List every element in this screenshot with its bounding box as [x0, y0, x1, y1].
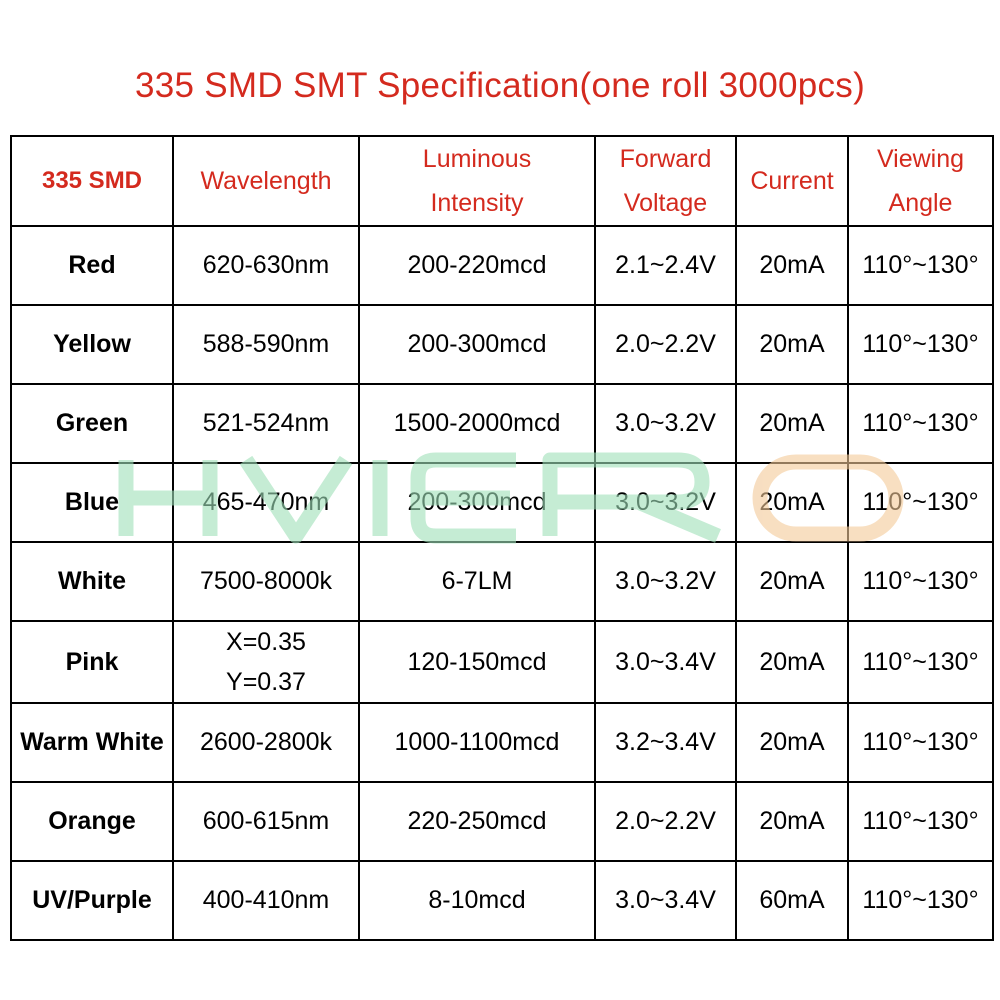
cell-luminous-intensity — [359, 703, 595, 782]
current-value: 20mA — [759, 647, 825, 676]
cell-current — [736, 463, 848, 542]
cell-wavelength — [173, 226, 359, 305]
current-value: 20mA — [759, 330, 825, 358]
angle-value: 110°~130° — [862, 886, 979, 914]
header-text: Wavelength — [200, 167, 332, 195]
voltage-value: 2.0~2.2V — [615, 330, 716, 358]
voltage-value: 3.0~3.2V — [615, 567, 716, 595]
color-name: Orange — [48, 807, 136, 835]
intensity-value: 1500-2000mcd — [393, 409, 561, 437]
header-cell-wavelength — [173, 136, 359, 226]
cell-viewing-angle — [848, 782, 993, 861]
table-row — [11, 305, 993, 384]
cell-forward-voltage — [595, 621, 736, 703]
cell-wavelength — [173, 463, 359, 542]
wavelength-value: 400-410nm — [202, 886, 330, 914]
voltage-value: 3.0~3.4V — [615, 886, 716, 914]
current-value: 20mA — [759, 488, 825, 516]
cell-current — [736, 782, 848, 861]
angle-value: 110°~130° — [862, 409, 979, 437]
wavelength-value: 7500-8000k — [199, 567, 333, 595]
color-name: Warm White — [20, 728, 164, 756]
header-text: Angle — [888, 189, 953, 217]
cell-color-name — [11, 463, 173, 542]
table-row — [11, 782, 993, 861]
angle-value: 110°~130° — [862, 330, 979, 358]
cell-forward-voltage — [595, 226, 736, 305]
cell-color-name — [11, 703, 173, 782]
intensity-value: 200-300mcd — [407, 330, 547, 358]
cell-color-name — [11, 384, 173, 463]
color-name: Red — [68, 251, 116, 279]
color-name: Blue — [64, 488, 120, 516]
header-text: Voltage — [623, 189, 708, 217]
table-row — [11, 542, 993, 621]
cell-wavelength — [173, 861, 359, 940]
header-cell-current — [736, 136, 848, 226]
cell-color-name — [11, 861, 173, 940]
wavelength-value: 2600-2800k — [199, 728, 333, 756]
voltage-value: 3.0~3.4V — [615, 647, 716, 676]
table-row — [11, 703, 993, 782]
page-title: 335 SMD SMT Specification(one roll 3000pcs) — [134, 66, 866, 105]
cell-forward-voltage — [595, 703, 736, 782]
cell-luminous-intensity — [359, 305, 595, 384]
wavelength-value: 465-470nm — [202, 488, 330, 516]
intensity-value: 120-150mcd — [407, 647, 547, 676]
cell-current — [736, 621, 848, 703]
cell-viewing-angle — [848, 384, 993, 463]
angle-value: 110°~130° — [862, 488, 979, 516]
cell-viewing-angle — [848, 305, 993, 384]
header-cell-model — [11, 136, 173, 226]
intensity-value: 1000-1100mcd — [394, 728, 560, 756]
cell-luminous-intensity — [359, 861, 595, 940]
header-text: Viewing — [876, 145, 965, 173]
header-cell-forward-voltage — [595, 136, 736, 226]
voltage-value: 3.2~3.4V — [615, 728, 716, 756]
header-row — [11, 136, 993, 226]
cell-color-name — [11, 542, 173, 621]
current-value: 20mA — [759, 409, 825, 437]
table-row — [11, 384, 993, 463]
voltage-value: 3.0~3.2V — [615, 488, 716, 516]
cell-luminous-intensity — [359, 226, 595, 305]
cell-forward-voltage — [595, 305, 736, 384]
table-body — [11, 226, 993, 940]
header-text: 335 SMD — [41, 167, 143, 194]
cell-forward-voltage — [595, 542, 736, 621]
cell-current — [736, 542, 848, 621]
angle-value: 110°~130° — [862, 251, 979, 279]
cell-luminous-intensity — [359, 542, 595, 621]
header-text: Current — [750, 167, 834, 195]
cell-viewing-angle — [848, 703, 993, 782]
cell-forward-voltage — [595, 861, 736, 940]
angle-value: 110°~130° — [862, 647, 979, 676]
cell-viewing-angle — [848, 463, 993, 542]
color-name: UV/Purple — [32, 886, 152, 914]
cell-wavelength — [173, 782, 359, 861]
cell-luminous-intensity — [359, 384, 595, 463]
wavelength-value: 521-524nm — [202, 409, 330, 437]
cell-color-name — [11, 305, 173, 384]
cell-viewing-angle — [848, 542, 993, 621]
table-row — [11, 621, 993, 703]
specification-table — [10, 135, 994, 941]
angle-value: 110°~130° — [862, 728, 979, 756]
intensity-value: 220-250mcd — [407, 807, 547, 835]
header-cell-viewing-angle — [848, 136, 993, 226]
table-row — [11, 463, 993, 542]
color-name: White — [57, 567, 127, 595]
intensity-value: 200-300mcd — [407, 488, 547, 516]
cell-luminous-intensity — [359, 463, 595, 542]
cell-viewing-angle — [848, 226, 993, 305]
current-value: 20mA — [759, 251, 825, 279]
cell-wavelength — [173, 384, 359, 463]
cell-luminous-intensity — [359, 621, 595, 703]
cell-viewing-angle — [848, 861, 993, 940]
header-cell-luminous-intensity — [359, 136, 595, 226]
cell-color-name — [11, 782, 173, 861]
angle-value: 110°~130° — [862, 567, 979, 595]
cell-wavelength — [173, 621, 359, 703]
current-value: 60mA — [759, 886, 825, 914]
wavelength-value: 588-590nm — [202, 330, 330, 358]
cell-wavelength — [173, 542, 359, 621]
header-text: Forward — [619, 145, 712, 173]
wavelength-value: 620-630nm — [202, 251, 330, 279]
intensity-value: 200-220mcd — [407, 251, 547, 279]
voltage-value: 2.0~2.2V — [615, 807, 716, 835]
voltage-value: 3.0~3.2V — [615, 409, 716, 437]
voltage-value: 2.1~2.4V — [615, 251, 716, 279]
table-row — [11, 861, 993, 940]
cell-forward-voltage — [595, 463, 736, 542]
table-row — [11, 226, 993, 305]
wavelength-value: 600-615nm — [202, 807, 330, 835]
cell-luminous-intensity — [359, 782, 595, 861]
intensity-value: 6-7LM — [441, 567, 513, 595]
current-value: 20mA — [759, 728, 825, 756]
current-value: 20mA — [759, 807, 825, 835]
cell-viewing-angle — [848, 621, 993, 703]
cell-color-name — [11, 226, 173, 305]
cell-forward-voltage — [595, 782, 736, 861]
cell-color-name — [11, 621, 173, 703]
color-name: Yellow — [53, 330, 131, 358]
angle-value: 110°~130° — [862, 807, 979, 835]
color-name: Pink — [65, 647, 119, 676]
current-value: 20mA — [759, 567, 825, 595]
cell-current — [736, 861, 848, 940]
cell-forward-voltage — [595, 384, 736, 463]
cell-current — [736, 226, 848, 305]
cell-current — [736, 305, 848, 384]
wavelength-value: X=0.35 — [226, 628, 306, 656]
cell-current — [736, 384, 848, 463]
cell-current — [736, 703, 848, 782]
intensity-value: 8-10mcd — [428, 886, 526, 914]
cell-wavelength — [173, 305, 359, 384]
header-text: Luminous — [422, 145, 532, 173]
color-name: Green — [55, 409, 129, 437]
wavelength-value: Y=0.37 — [226, 668, 306, 696]
header-text: Intensity — [430, 189, 524, 217]
cell-wavelength — [173, 703, 359, 782]
